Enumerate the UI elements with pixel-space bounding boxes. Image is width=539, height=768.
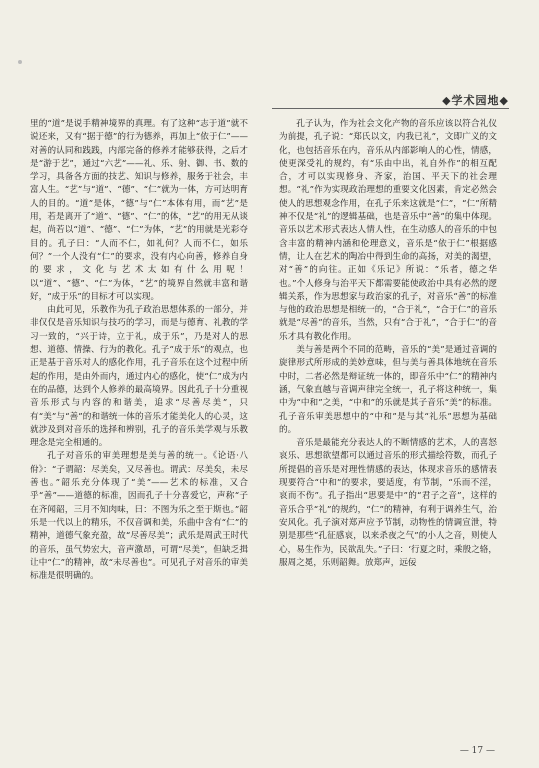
paragraph: 美与善是两个不同的范畴，音乐的“美”是通过音调的旋律形式所形成的美妙意味，但与美与善具体地统在音乐中时，二者必然是辩证统一体的，即音乐中“仁”的精神内涵，气象直越与音调声律完全统一，孔子将这种统一，集中为“中和”之美，“中和”的乐就是其子音乐“美”的标准。孔子音乐审美思想中的“中和”是与其“礼乐”思想为基础的。 — [279, 345, 497, 435]
left-column — [30, 118, 248, 760]
paragraph: 孔子认为，作为社会文化产物的音乐应该以符合礼仪为前提，孔子说：“郑氏以文，内我已礼”，文即广义的文化，也包括音乐在内，音乐从内部影响人的心性，情感，使更深受礼的规约，有“乐由中出，礼自外作”的相互配合，才可以实现修身、齐家，治国、平天下的社会理想。“礼”作为实现政治理想的重要文化因素，肯定必然会使人的思想观念作用，在孔子乐来这就是“仁”，“仁”所精神不仅是“礼”的逻辑基础，也是音乐中“善”的集中体现。音乐以艺术形式表达人情人性，在生动感人的音乐的中包含丰富的精神内涵和伦理意义，音乐是“依于仁”根据感情，让人在艺术的陶冶中得到生命的高扬，对美的渴望，对“善”的向往。正如《乐记》所说：“乐者，德之华也。”个人修身与治平天下都需要能使政治中具有必然的逻辑关系，作为思想家与政治家的孔子，对音乐“善”的标准与他的政治思想是相统一的，“合于礼”，“合于仁”的音乐就是“尽善”的音乐，当然，只有“合于礼”，“合于仁”的音乐才具有教化作用。 — [279, 119, 497, 342]
paragraph: 由此可见，乐教作为孔子政治思想体系的一部分，并非仅仅是音乐知识与技巧的学习，而是与德育、礼教的学习一致的，“兴于诗，立于礼，成于乐”，乃是对人的思想、道德、情操、行为的教化。孔子“成于乐”的观点，也正是基于音乐对人的感化作用，孔子音乐在这个过程中所起的作用，是由外而内，通过内心的感化，使“仁”成为内在的品德，达到个人修养的最高境界。因此孔子十分重视音乐形式与内容的和谐美，追求“尽善尽美”，只有“美”与“善”的和谐统一体的音乐才能美化人的心灵，这就涉及到对音乐的选择和辨别，孔子的音乐美学观与乐教理念是完全相通的。 — [30, 305, 248, 449]
page-number: — 17 — — [459, 746, 495, 756]
paragraph: 音乐是最能充分表达人的不断情感的艺术，人的喜怒哀乐、思想欲望都可以通过音乐的形式描绘符数，而孔子所提倡的音乐是对理性情感的表达，体现求音乐的感情表现要符合“中和”的要求，要适度，有节制，“乐而不淫，哀而不伤”。孔子指出“思要是中”的“君子之音”，这样的音乐合乎“礼”的规约，“仁”的精神，有利于调养生气，治安风化。孔子演对郑声应予节制，动物性的情调宣泄，特别是那些“孔征感哀，以来杀夜之气”的小人之音，则使人心，易生作为，民欲乱失。”子曰：‘行夏之时，乘殷之辂，服周之冕，乐则韶舞。放郑声，远佞 — [279, 438, 497, 568]
paragraph: 孔子对音乐的审美理想是美与善的统一。《论语·八佾》：“子谓韶：尽美矣，又尽善也。谓武：尽美矣，未尽善也。”韶乐充分体现了“美”——艺术的标准，又合乎“善”——道德的标准，因而孔子十分喜爱它，声称“子在齐闻韶，三月不知肉味，曰：不图为乐之至于斯也。”韶乐是一代以上的精乐，不仅音调和美，乐曲中含有“仁”的精神，道德气象充盈，故“尽善尽美”；武乐是周武王时代的音乐，虽气势宏大，音声激昂，可谓“尽美”，但缺乏揖让中“仁”的精神，故“未尽善也”。可见孔子对音乐的审美标准是很明确的。 — [30, 451, 248, 582]
section-header: ◆学术园地◆ — [442, 94, 509, 107]
right-column — [279, 118, 497, 738]
scan-mark — [18, 60, 22, 64]
paragraph: 里的“道”是说手精神境界的真理。有了这种“志于道”就不说还来，又有“据于德”的行为德养，再加上“依于仁”——对善的认同和践践，内部完备的修养才能够获得，之后才是“游于艺”，通过“六艺”——礼、乐、射、御、书、数的学习，具备各方面的技艺、知识与修养，服务于社会，丰富人生。“艺”与“道”、“德”、“仁”就为一体，方可达明育人的目的。“道”是体，“德”与“仁”本体有用，而“艺”是用，若是离开了“道”、“德”、“仁”的体，“艺”的用无从谈起，尚若以“道”、“德”、“仁”为体，“艺”的用就是光彩夺目的。孔子曰：“人而不仁，如礼何？人而不仁，如乐何？”一个人没有“仁”的要求，没有内心向善，修养自身的要求，文化与艺术太如有什么用呢！以“道”、“德”、“仁”为体，“艺”的境界自然就丰富和谐好，“成于乐”的目标才可以实现。 — [30, 119, 248, 302]
header-rule — [272, 108, 509, 109]
